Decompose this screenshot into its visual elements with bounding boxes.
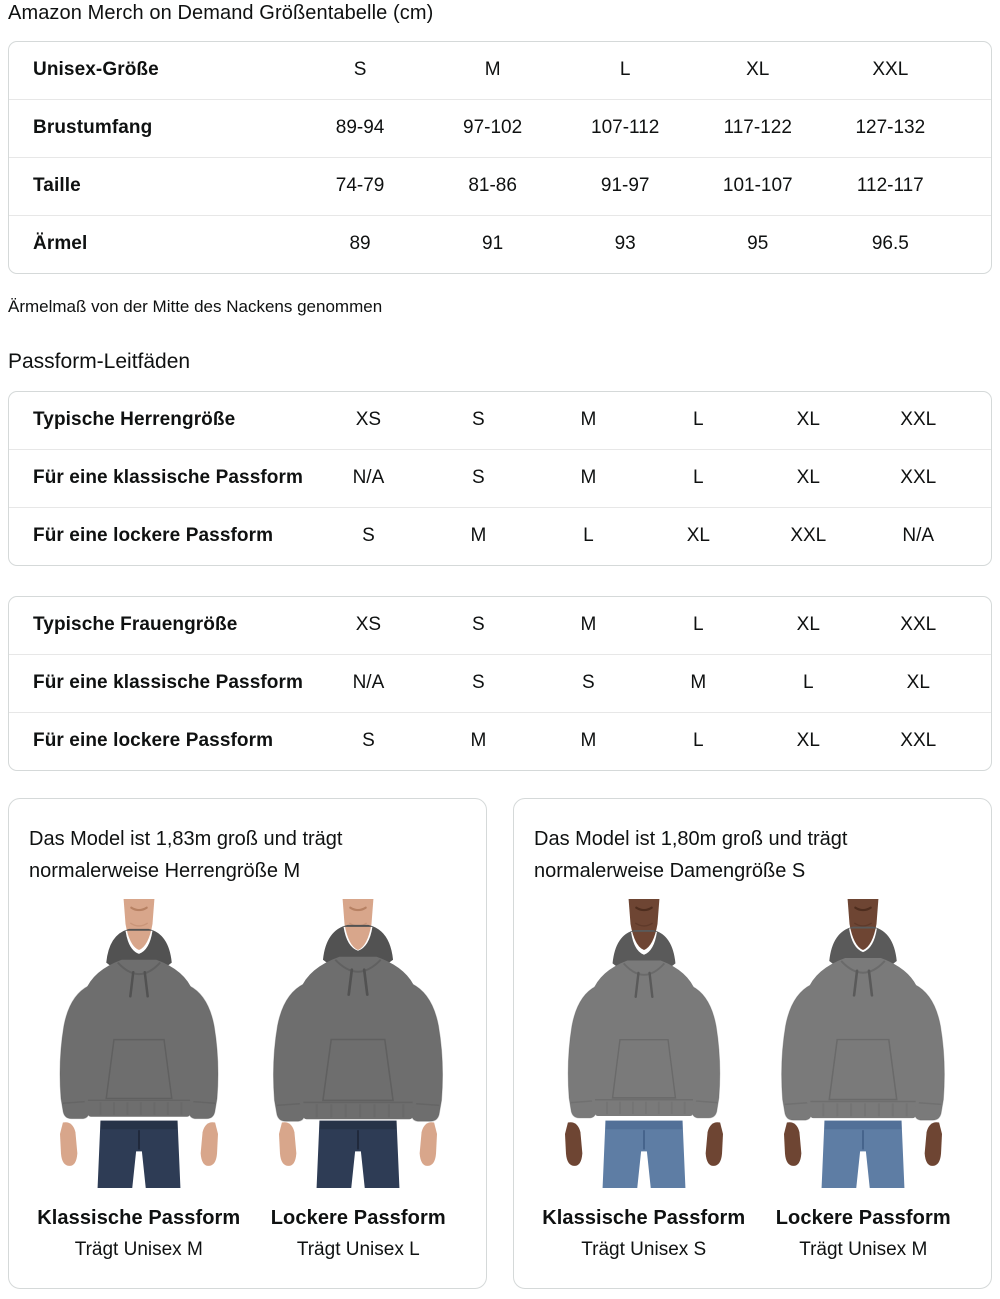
- measure-cell: 81-86: [426, 158, 559, 216]
- size-cell: N/A: [313, 450, 423, 508]
- fit-caption: Lockere Passform: [270, 1207, 446, 1229]
- size-caption: Trägt Unisex L: [296, 1239, 420, 1260]
- measure-cell: 112-117: [824, 158, 957, 216]
- size-cell: XXL: [900, 614, 937, 635]
- fit-caption: Klassische Passform: [37, 1207, 241, 1229]
- measure-cell: 91: [426, 216, 559, 274]
- size-cell: N/A: [863, 508, 973, 566]
- measure-cell: 127-132: [824, 100, 957, 158]
- size-cell: XXL: [863, 450, 973, 508]
- female-figures: [534, 899, 973, 1261]
- measure-cell: 97-102: [426, 100, 559, 158]
- size-cell: L: [533, 508, 643, 566]
- male-model-heading: Das Model ist 1,83m groß und trägt normalerweise Herrengröße M: [29, 828, 343, 882]
- row-label: Für eine lockere Passform: [9, 508, 313, 566]
- male-classic-hoodie-photo: [33, 899, 245, 1194]
- size-cell: XL: [746, 59, 770, 80]
- size-cell: M: [533, 450, 643, 508]
- size-caption: Trägt Unisex S: [581, 1239, 707, 1260]
- table-row: [9, 597, 991, 655]
- size-cell: XXL: [753, 508, 863, 566]
- table-row: [9, 100, 991, 158]
- table-row: [9, 655, 991, 713]
- size-cell: XS: [355, 409, 382, 430]
- size-cell: XXL: [872, 59, 909, 80]
- measure-cell: 101-107: [691, 158, 824, 216]
- fit-caption: Lockere Passform: [775, 1207, 951, 1229]
- size-cell: S: [472, 614, 485, 635]
- size-cell: XL: [796, 409, 820, 430]
- female-classic-fit-column: [534, 899, 754, 1261]
- female-model-card: [513, 798, 992, 1289]
- size-cell: L: [693, 614, 704, 635]
- size-cell: L: [643, 713, 753, 771]
- size-caption: Trägt Unisex M: [74, 1239, 203, 1260]
- size-caption: Trägt Unisex M: [799, 1239, 928, 1260]
- male-loose-fit-column: [249, 899, 469, 1261]
- female-loose-hoodie-photo: [757, 899, 969, 1194]
- male-classic-fit-column: [29, 899, 249, 1261]
- size-cell: XS: [355, 614, 382, 635]
- measure-cell: 91-97: [559, 158, 692, 216]
- female-loose-fit-column: [754, 899, 974, 1261]
- size-cell: M: [423, 713, 533, 771]
- measure-cell: 74-79: [294, 158, 427, 216]
- measure-cell: 89-94: [294, 100, 427, 158]
- women-fit-table-panel: [8, 596, 992, 771]
- male-loose-hoodie-photo: [252, 899, 464, 1194]
- table-row: [9, 508, 991, 566]
- sleeve-measure-note: Ärmelmaß von der Mitte des Nackens genommen: [8, 297, 383, 316]
- size-cell: S: [423, 655, 533, 713]
- table-row: [9, 450, 991, 508]
- size-cell: S: [313, 713, 423, 771]
- size-cell: S: [353, 59, 367, 80]
- size-cell: S: [313, 508, 423, 566]
- table-row: [9, 158, 991, 216]
- female-classic-hoodie-photo: [538, 899, 750, 1194]
- row-label: Für eine klassische Passform: [9, 450, 313, 508]
- table-row: [9, 713, 991, 771]
- table-row: [9, 216, 991, 274]
- row-label: Typische Frauengröße: [33, 614, 238, 635]
- size-cell: XL: [753, 450, 863, 508]
- size-cell: M: [533, 713, 643, 771]
- male-model-card: [8, 798, 487, 1289]
- fit-guides-title: Passform-Leitfäden: [8, 350, 191, 373]
- row-label: Ärmel: [9, 216, 294, 274]
- row-label: Für eine lockere Passform: [9, 713, 313, 771]
- size-cell: M: [580, 614, 597, 635]
- measure-cell: 107-112: [559, 100, 692, 158]
- men-fit-table-panel: [8, 391, 992, 566]
- measure-cell: 89: [294, 216, 427, 274]
- measure-cell: 95: [691, 216, 824, 274]
- row-label: Taille: [9, 158, 294, 216]
- size-cell: XXL: [900, 409, 937, 430]
- unisex-size-table-panel: [8, 41, 992, 274]
- male-figures: [29, 899, 468, 1261]
- size-cell: S: [533, 655, 643, 713]
- measure-cell: 96.5: [824, 216, 957, 274]
- size-cell: L: [693, 409, 704, 430]
- table-row: [9, 392, 991, 450]
- size-cell: L: [753, 655, 863, 713]
- measure-cell: 117-122: [691, 100, 824, 158]
- size-cell: L: [619, 59, 631, 80]
- unisex-size-table: [9, 42, 991, 273]
- model-cards-row: [8, 798, 992, 1289]
- size-cell: L: [643, 450, 753, 508]
- men-fit-table: [9, 392, 991, 565]
- row-label: Für eine klassische Passform: [9, 655, 313, 713]
- fit-caption: Klassische Passform: [542, 1207, 746, 1229]
- size-cell: S: [472, 409, 485, 430]
- size-cell: S: [423, 450, 533, 508]
- size-cell: M: [580, 409, 597, 430]
- size-cell: N/A: [313, 655, 423, 713]
- measure-cell: 93: [559, 216, 692, 274]
- size-cell: M: [643, 655, 753, 713]
- size-cell: XXL: [863, 713, 973, 771]
- row-label: Unisex-Größe: [33, 59, 159, 80]
- female-model-heading: Das Model ist 1,80m groß und trägt normalerweise Damengröße S: [534, 828, 848, 882]
- table-row: [9, 42, 991, 100]
- size-cell: XL: [753, 713, 863, 771]
- row-label: Typische Herrengröße: [33, 409, 236, 430]
- size-cell: XL: [863, 655, 973, 713]
- size-cell: M: [484, 59, 501, 80]
- women-fit-table: [9, 597, 991, 770]
- page-title: Amazon Merch on Demand Größentabelle (cm): [8, 2, 434, 24]
- size-cell: M: [423, 508, 533, 566]
- size-cell: XL: [643, 508, 753, 566]
- row-label: Brustumfang: [9, 100, 294, 158]
- size-cell: XL: [796, 614, 820, 635]
